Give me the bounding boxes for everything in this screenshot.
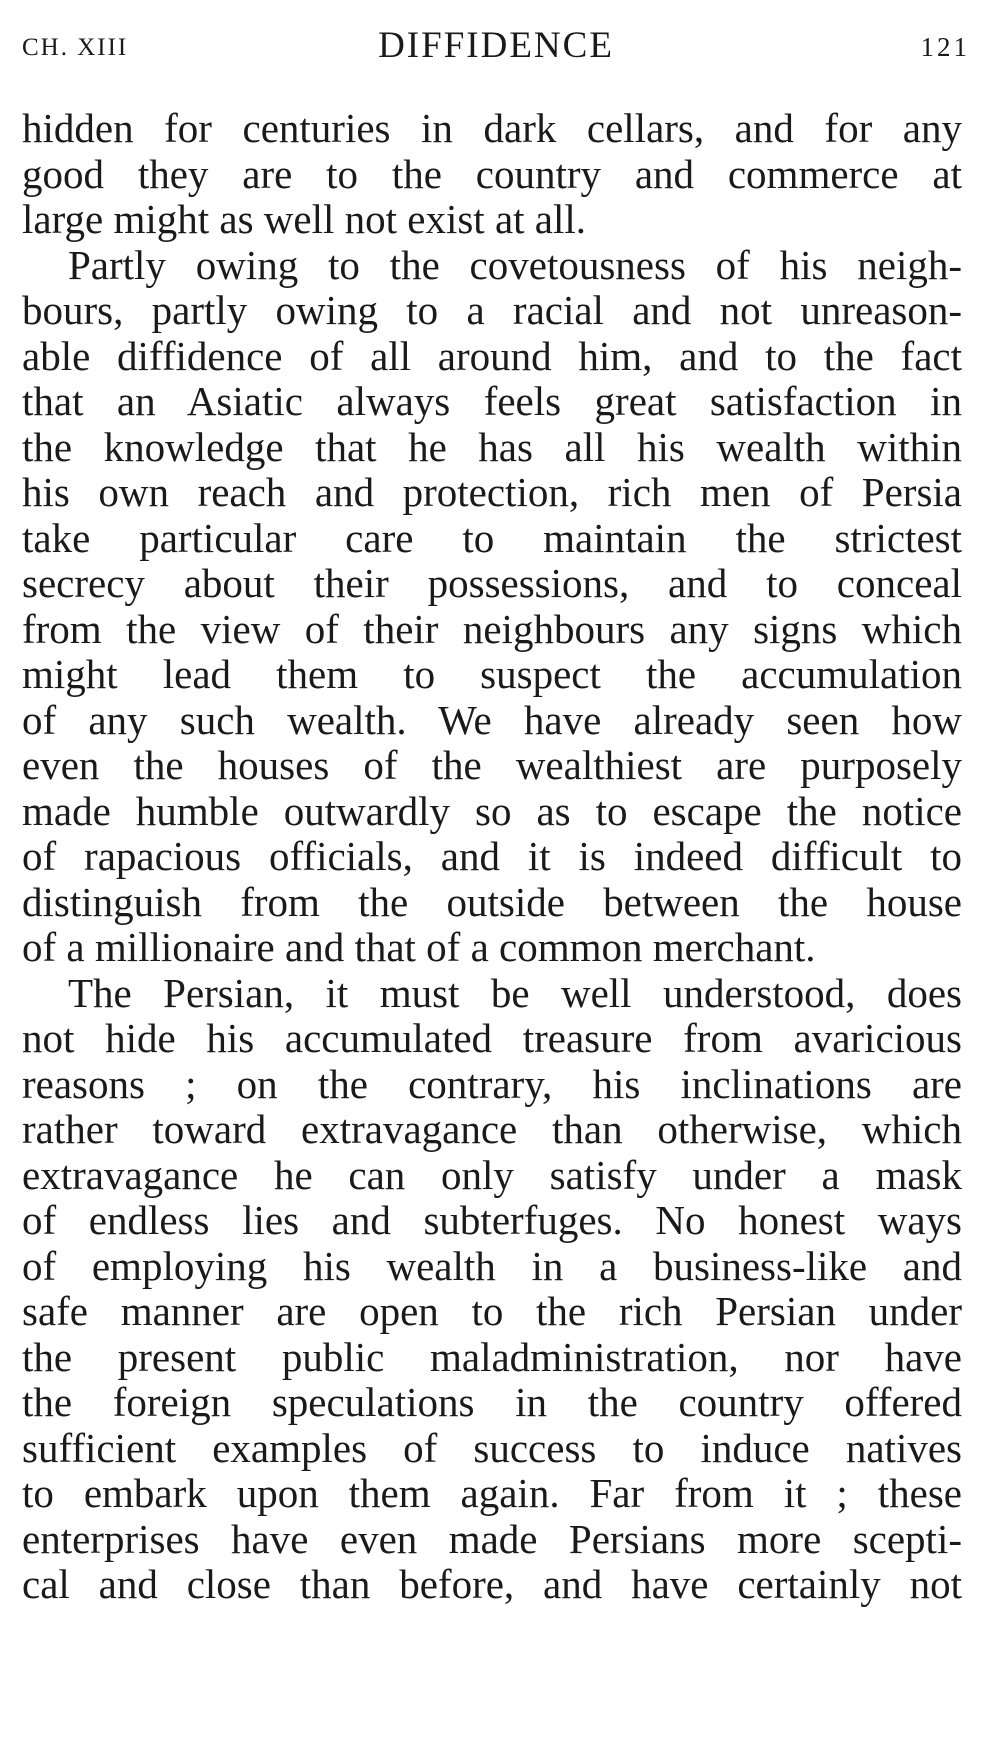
text-line: safe manner are open to the rich Persian under: [22, 1288, 962, 1334]
text-line: reasons ; on the contrary, his inclinations are: [22, 1060, 962, 1107]
text-line: the present public maladministration, nor have: [22, 1333, 962, 1380]
text-line: large might as well not exist at all.: [22, 196, 587, 242]
text-line: made humble outwardly so as to escape the notice: [22, 787, 962, 834]
text-line: good they are to the country and commerce at: [22, 150, 962, 197]
paragraph: [22, 106, 962, 243]
text-line: extravagance he can only satisfy under a mask: [22, 1151, 962, 1198]
text-line: of rapacious officials, and it is indeed difficult to: [22, 833, 962, 879]
text-line: able diffidence of all around him, and to the fact: [22, 332, 962, 379]
text-line: of a millionaire and that of a common merchant.: [22, 924, 816, 970]
text-line: secrecy about their possessions, and to conceal: [22, 560, 962, 606]
text-line: distinguish from the outside between the house: [22, 878, 962, 925]
text-line: cal and close than before, and have certainly not: [22, 1561, 962, 1607]
text-line: might lead them to suspect the accumulation: [22, 651, 962, 697]
text-line: the knowledge that he has all his wealth within: [22, 423, 962, 470]
paragraph: [22, 243, 962, 971]
chapter-title: DIFFIDENCE: [378, 25, 614, 66]
running-head: [22, 20, 970, 70]
text-line: the foreign speculations in the country offered: [22, 1379, 962, 1425]
text-line: bours, partly owing to a racial and not unreason-: [22, 287, 962, 333]
chapter-number: CH. XIII: [22, 34, 129, 61]
text-line: that an Asiatic always feels great satisfaction in: [22, 378, 962, 424]
text-line: of employing his wealth in a business-like and: [22, 1242, 962, 1289]
text-line: not hide his accumulated treasure from avaricious: [22, 1015, 962, 1061]
text-line: enterprises have even made Persians more scepti-: [22, 1515, 962, 1562]
text-line: hidden for centuries in dark cellars, and for any: [22, 105, 962, 151]
text-line: Partly owing to the covetousness of his neigh-: [68, 241, 962, 288]
text-line: The Persian, it must be well understood, does: [68, 969, 962, 1016]
text-line: to embark upon them again. Far from it ; these: [22, 1470, 962, 1516]
page-number: 121: [920, 32, 970, 62]
text-line: rather toward extravagance than otherwise, which: [22, 1106, 962, 1152]
body-text: [22, 106, 962, 1608]
text-line: of any such wealth. We have already seen how: [22, 696, 962, 743]
text-line: take particular care to maintain the strictest: [22, 514, 962, 561]
paragraph: [22, 971, 962, 1608]
text-line: sufficient examples of success to induce natives: [22, 1424, 962, 1471]
text-line: of endless lies and subterfuges. No honest ways: [22, 1197, 962, 1243]
text-line: from the view of their neighbours any signs which: [22, 605, 962, 652]
text-line: his own reach and protection, rich men of Persia: [22, 469, 962, 515]
text-line: even the houses of the wealthiest are purposely: [22, 742, 962, 788]
